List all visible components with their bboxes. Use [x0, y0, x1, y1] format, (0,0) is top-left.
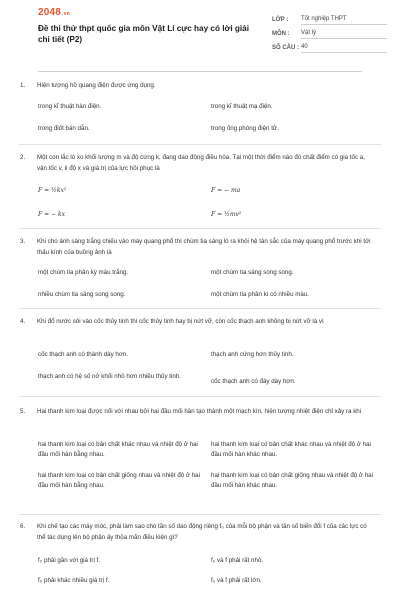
meta-row-subject — [272, 27, 387, 41]
option-b[interactable]: f₀ và f phải rất nhỏ. — [211, 557, 264, 564]
option-c[interactable]: f₀ phải khác nhiều giá trị f. — [38, 577, 110, 584]
option-c[interactable]: hai thanh kim loại có bản chất giống nhau và nhiệt độ ở hai đầu mối hàn bằng nhau. — [38, 472, 200, 489]
meta-label: LỚP : — [272, 17, 289, 23]
option-c[interactable]: thạch anh có hệ số nở khối nhỏ hơn nhiều thủy tinh. — [38, 373, 181, 380]
question-number: 2. — [20, 154, 26, 161]
question-text: Hiện tượng hồ quang điện được ứng dụng. — [37, 82, 156, 89]
question-text: Một con lắc lò xo khối lượng m và độ cứng k, đang dao động điều hòa. Tại một thời điểm nào đó chất điểm có gia tốc a, vận tốc v, li độ x và giá trị của lực hồi phục là — [37, 154, 365, 172]
option-b[interactable]: trong kĩ thuật mạ điện. — [211, 103, 273, 110]
site-logo[interactable]: 2048.vn — [38, 7, 70, 18]
question-divider — [19, 396, 381, 397]
question-number: 1. — [20, 82, 26, 89]
option-c[interactable]: nhiều chùm tia sáng song song. — [38, 291, 126, 298]
option-c[interactable]: trong điốt bán dẫn. — [38, 125, 90, 132]
question-number: 3. — [20, 238, 26, 245]
header-divider — [38, 71, 362, 72]
option-a[interactable]: một chùm tia phân kỳ màu trắng. — [38, 269, 129, 276]
option-a[interactable]: hai thanh kim loại có bản chất khác nhau và nhiệt độ ở hai đầu mối hàn bằng nhau. — [38, 441, 198, 458]
option-a[interactable]: cốc thạch anh có thành dày hơn. — [38, 351, 129, 358]
question-divider — [19, 144, 381, 145]
option-d[interactable]: f₀ và f phải rất lớn. — [211, 577, 262, 584]
meta-value: 40 — [301, 44, 387, 53]
option-b[interactable]: thạch anh cứng hơn thủy tinh. — [211, 351, 294, 358]
question-number: 6. — [20, 523, 26, 530]
option-a[interactable]: trong kĩ thuật hàn điện. — [38, 103, 102, 110]
option-d[interactable]: trong ống phóng điện tử. — [211, 125, 279, 132]
meta-row-class — [272, 13, 387, 27]
question-text: Hai thanh kim loại được nối với nhau bởi hai đầu mối hàn tạo thành một mạch kín, hiện tượng nhiệt điện chỉ xảy ra khi — [37, 408, 362, 415]
question-divider — [19, 514, 381, 515]
option-c[interactable]: F = − kx — [38, 211, 65, 218]
meta-label: SỐ CÂU : — [272, 45, 299, 51]
page-title: Đề thi thử thpt quốc gia môn Vật Lí cực hay có lời giải chi tiết (P2) — [38, 24, 250, 44]
question-text: Khi cho ánh sáng trắng chiếu vào máy quang phổ thì chùm tia sáng ló ra khỏi hệ tán sắc của máy quang phổ trước khi tới thấu kính của buồng ảnh là — [37, 238, 371, 256]
exam-meta — [272, 13, 387, 55]
header — [19, 0, 381, 68]
option-d[interactable]: cốc thạch anh có đáy dày hơn. — [211, 378, 296, 385]
question-divider — [19, 228, 381, 229]
option-b[interactable]: một chùm tia sáng song song. — [211, 269, 294, 276]
question-number: 5. — [20, 408, 26, 415]
option-d[interactable]: hai thanh kim loại có bản chất giống nhau và nhiệt độ ở hai đầu mối hàn khác nhau. — [211, 472, 373, 489]
question-number: 4. — [20, 318, 26, 325]
option-a[interactable]: F = ½kx² — [38, 187, 67, 194]
meta-value: Vật lý — [301, 30, 387, 39]
meta-row-count — [272, 41, 387, 55]
option-d[interactable]: F = ½mv² — [211, 211, 242, 218]
question-text: Khi đổ nước sôi vào cốc thủy tinh thì cốc thủy tinh hay bị nứt vỡ, còn cốc thạch anh không bị nứt vỡ là vì — [37, 318, 324, 325]
meta-label: MÔN : — [272, 31, 290, 37]
option-d[interactable]: một chùm tia phân kì có nhiều màu. — [211, 291, 310, 298]
option-b[interactable]: F = − ma — [211, 187, 241, 194]
option-b[interactable]: hai thanh kim loại có bản chất khác nhau và nhiệt độ ở hai đầu mối hàn khác nhau. — [211, 441, 371, 458]
question-text: Khi chế tạo các máy móc, phải làm sao cho tần số dao động riêng f₀ của mỗi bộ phận và tần số biến đổi f của các lực có thể tác dụng lên bộ phận ấy thỏa mãn điều kiện gì? — [37, 523, 367, 541]
option-a[interactable]: f₀ phải gần với giá trị f. — [38, 557, 100, 564]
meta-value: Tốt nghiệp THPT — [301, 16, 387, 25]
question-divider — [19, 308, 381, 309]
